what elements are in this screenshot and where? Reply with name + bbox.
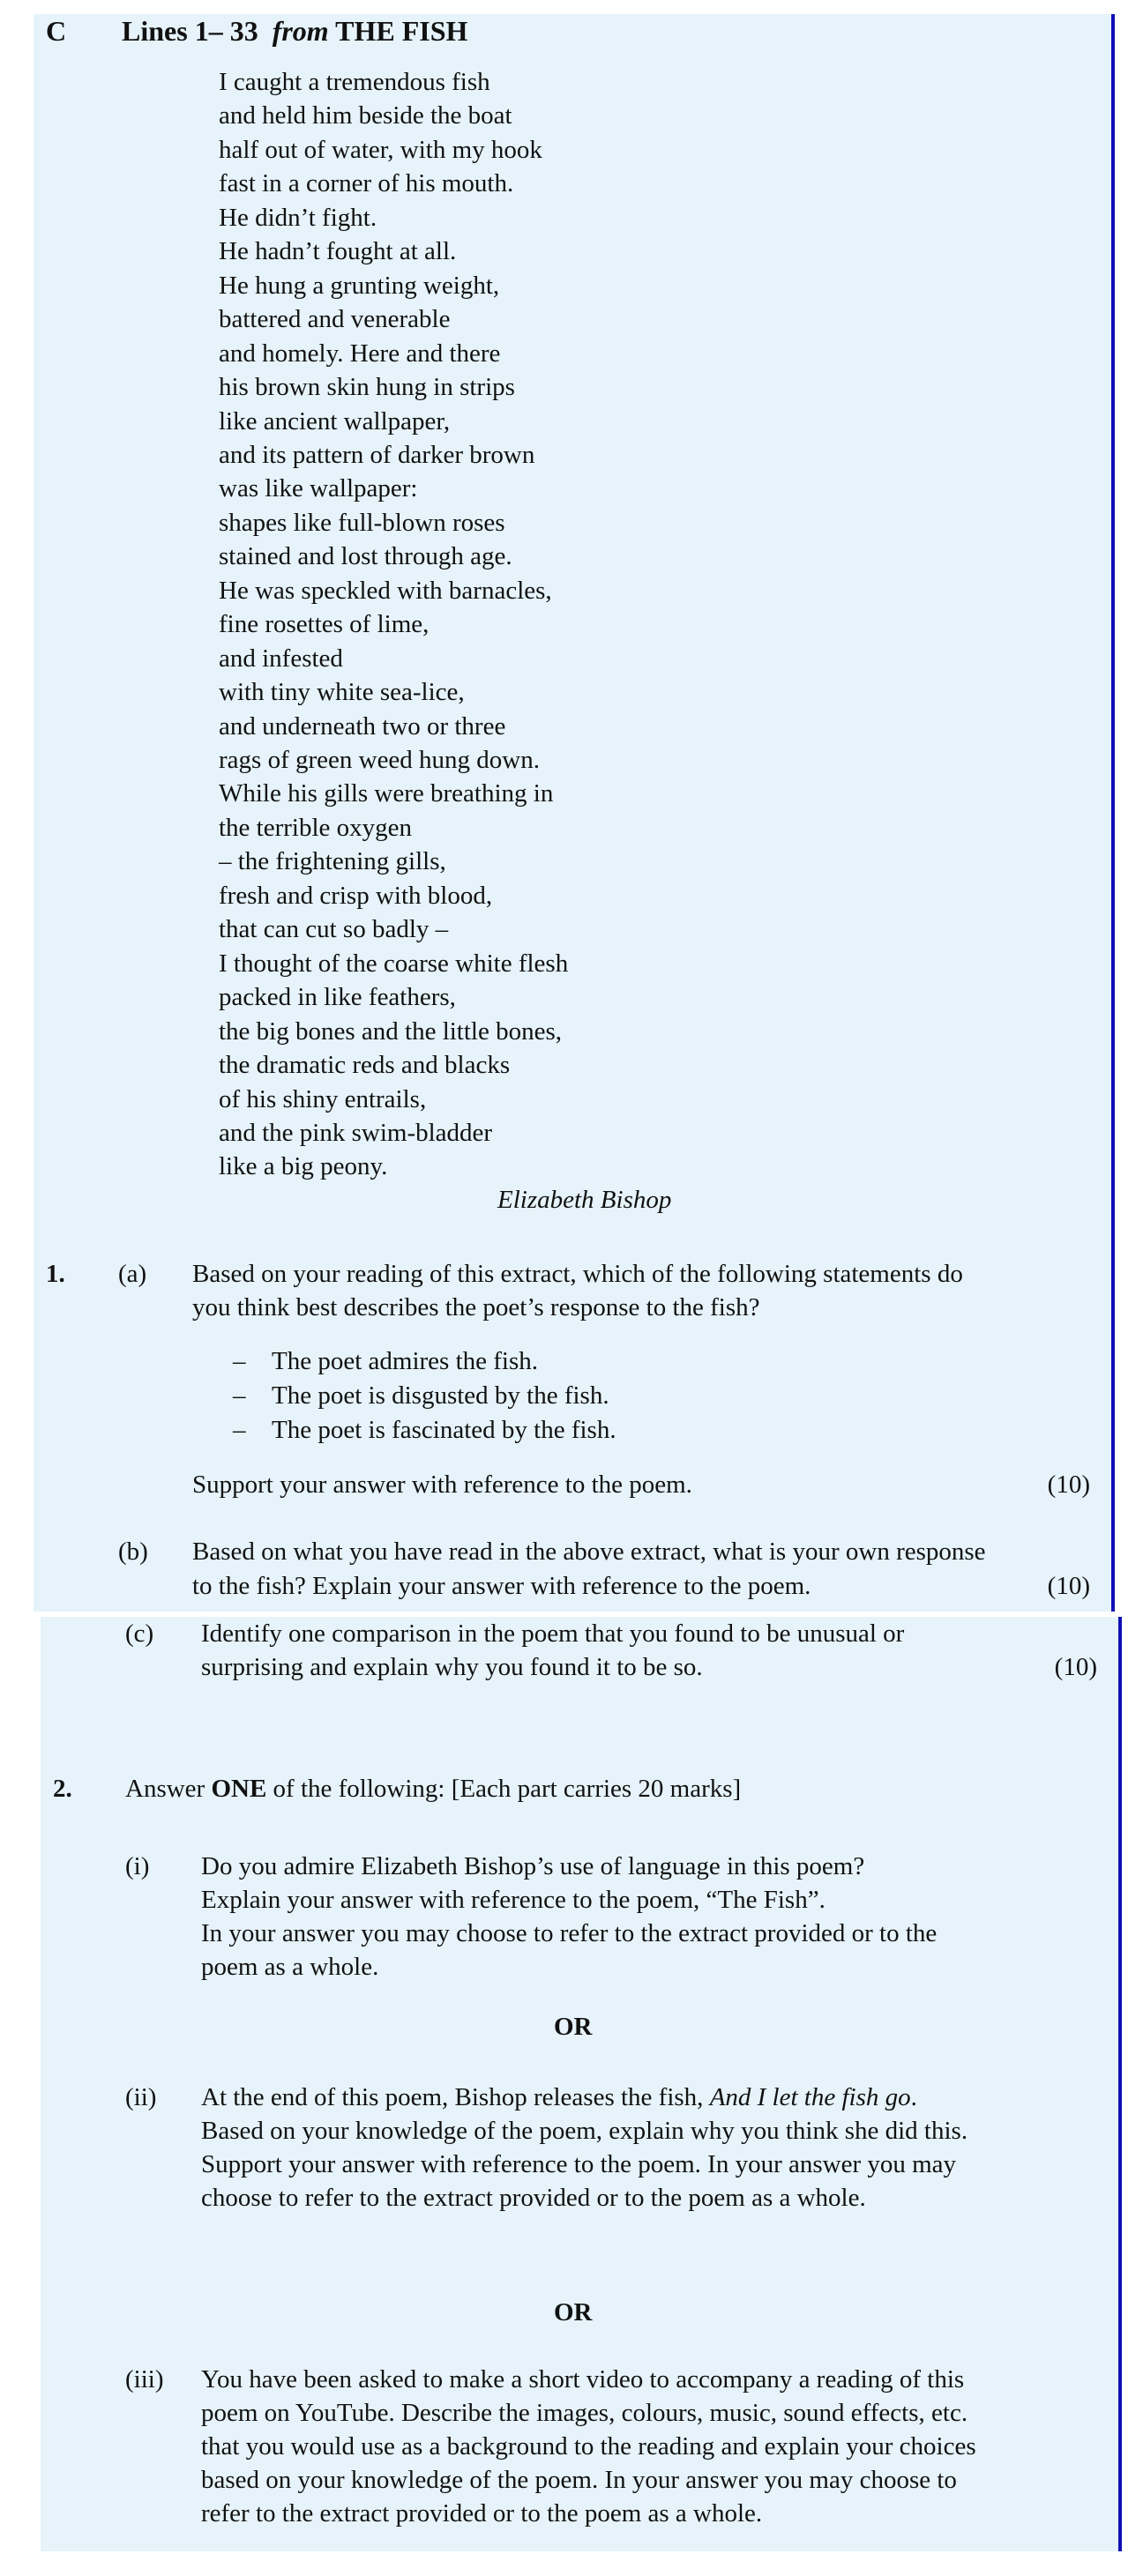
question-panel-1 (34, 14, 1115, 1612)
q2iii-text-line: refer to the extract provided or to the poem as a whole. (201, 2499, 763, 2528)
poem-line: He was speckled with barnacles, (219, 576, 552, 605)
section-title (122, 14, 467, 48)
poem-line: stained and lost through age. (219, 542, 512, 571)
q2ii-text-line: choose to refer to the extract provided or to the poem as a whole. (201, 2184, 866, 2212)
option-admires: The poet admires the fish. (272, 1347, 538, 1375)
q2ii-text-line: Support your answer with reference to the poem. In your answer you may (201, 2150, 957, 2178)
q2i-text-line: In your answer you may choose to refer to the extract provided or to the (201, 1919, 938, 1947)
q1a-support-text: Support your answer with reference to the poem. (192, 1470, 692, 1499)
section-letter: C (46, 15, 67, 47)
question-panel-2 (41, 1617, 1122, 2551)
q2iii-text-line: that you would use as a background to the reading and explain your choices (201, 2432, 976, 2461)
poem-line: I thought of the coarse white flesh (219, 949, 569, 978)
or-separator: OR (554, 2013, 593, 2041)
q1c-marks: (10) (1054, 1653, 1097, 1681)
poem-line: that can cut so badly – (219, 915, 449, 944)
q1c-label: (c) (125, 1619, 154, 1648)
poem-line: I caught a tremendous fish (219, 68, 490, 96)
poem-line: the big bones and the little bones, (219, 1016, 563, 1046)
poem-line: like a big peony. (219, 1152, 388, 1181)
q2ii-line1-pre: At the end of this poem, Bishop releases the fish, (201, 2083, 710, 2111)
q2-instruction-post: of the following: [Each part carries 20 marks] (266, 1775, 742, 1803)
option-dash: – (233, 1416, 246, 1444)
question-2-number: 2. (53, 1775, 72, 1803)
poem-line: fresh and crisp with blood, (219, 881, 493, 910)
title-lines: Lines 1– 33 (122, 15, 258, 47)
poem-line: He hadn’t fought at all. (219, 237, 457, 266)
q2ii-text-line: Based on your knowledge of the poem, explain why you think she did this. (201, 2117, 968, 2145)
q2ii-line1-post: . (910, 2083, 917, 2111)
poem-line: rags of green weed hung down. (219, 746, 541, 774)
q1a-text-line1: Based on your reading of this extract, which of the following statements do (192, 1260, 963, 1288)
q1b-marks: (10) (1047, 1572, 1090, 1600)
poem-line: and held him beside the boat (219, 101, 512, 130)
q2ii-text-line1 (201, 2081, 917, 2114)
q2i-label: (i) (125, 1852, 150, 1880)
q1b-text-line2: to the fish? Explain your answer with reference to the poem. (192, 1572, 811, 1600)
poem-line: battered and venerable (219, 305, 451, 334)
option-disgusted: The poet is disgusted by the fish. (272, 1381, 609, 1410)
question-1-number: 1. (46, 1260, 65, 1288)
q1a-marks: (10) (1047, 1470, 1090, 1499)
poem-line: – the frightening gills, (219, 847, 446, 876)
q2iii-text-line: poem on YouTube. Describe the images, colours, music, sound effects, etc. (201, 2399, 968, 2427)
poem-line: the terrible oxygen (219, 813, 413, 842)
q2ii-label: (ii) (125, 2083, 157, 2111)
poem-line: his brown skin hung in strips (219, 373, 515, 402)
q1b-label: (b) (118, 1537, 148, 1566)
q2iii-text-line: You have been asked to make a short video to accompany a reading of this (201, 2365, 965, 2394)
poem-line: was like wallpaper: (219, 474, 418, 503)
poem-line: the dramatic reds and blacks (219, 1051, 511, 1080)
q2-instruction (125, 1772, 741, 1805)
q1a-text-line2: you think best describes the poet’s response to the fish? (192, 1293, 760, 1322)
q1a-label: (a) (118, 1260, 147, 1288)
poem-line: While his gills were breathing in (219, 779, 554, 808)
poem-line: and its pattern of darker brown (219, 440, 535, 469)
q2iii-label: (iii) (125, 2365, 164, 2394)
q2i-text-line: Explain your answer with reference to the poem, “The Fish”. (201, 1886, 826, 1914)
poem-line: He hung a grunting weight, (219, 271, 500, 300)
poem-line: shapes like full-blown roses (219, 508, 505, 537)
title-from: from (272, 15, 329, 47)
q2i-text-line: poem as a whole. (201, 1953, 379, 1981)
option-dash: – (233, 1347, 246, 1375)
poem-line: half out of water, with my hook (219, 135, 542, 164)
q2iii-text-line: based on your knowledge of the poem. In your answer you may choose to (201, 2466, 957, 2494)
poem-line: He didn’t fight. (219, 203, 377, 232)
poem-line: fine rosettes of lime, (219, 610, 430, 639)
q2i-text-line: Do you admire Elizabeth Bishop’s use of language in this poem? (201, 1852, 865, 1880)
poem-line: fast in a corner of his mouth. (219, 169, 514, 198)
poem-line: packed in like feathers, (219, 983, 456, 1012)
q1c-text-line2: surprising and explain why you found it to be so. (201, 1653, 703, 1681)
q2-instruction-bold: ONE (211, 1775, 267, 1803)
poem-line: of his shiny entrails, (219, 1084, 427, 1113)
poem-line: and underneath two or three (219, 711, 506, 741)
q1b-text-line1: Based on what you have read in the above extract, what is your own response (192, 1537, 986, 1566)
or-separator: OR (554, 2298, 593, 2327)
poem-line: and the pink swim-bladder (219, 1118, 493, 1147)
poem-line: like ancient wallpaper, (219, 406, 451, 436)
q1c-text-line1: Identify one comparison in the poem that you found to be unusual or (201, 1619, 905, 1648)
option-dash: – (233, 1381, 246, 1410)
option-fascinated: The poet is fascinated by the fish. (272, 1416, 616, 1444)
poem-author: Elizabeth Bishop (497, 1186, 672, 1214)
poem-line: and homely. Here and there (219, 339, 501, 368)
q2ii-line1-quote: And I let the fish go (709, 2083, 911, 2111)
title-poem: THE FISH (335, 15, 468, 47)
poem-line: with tiny white sea-lice, (219, 678, 465, 707)
poem-line: and infested (219, 644, 343, 673)
q2-instruction-pre: Answer (125, 1775, 212, 1803)
